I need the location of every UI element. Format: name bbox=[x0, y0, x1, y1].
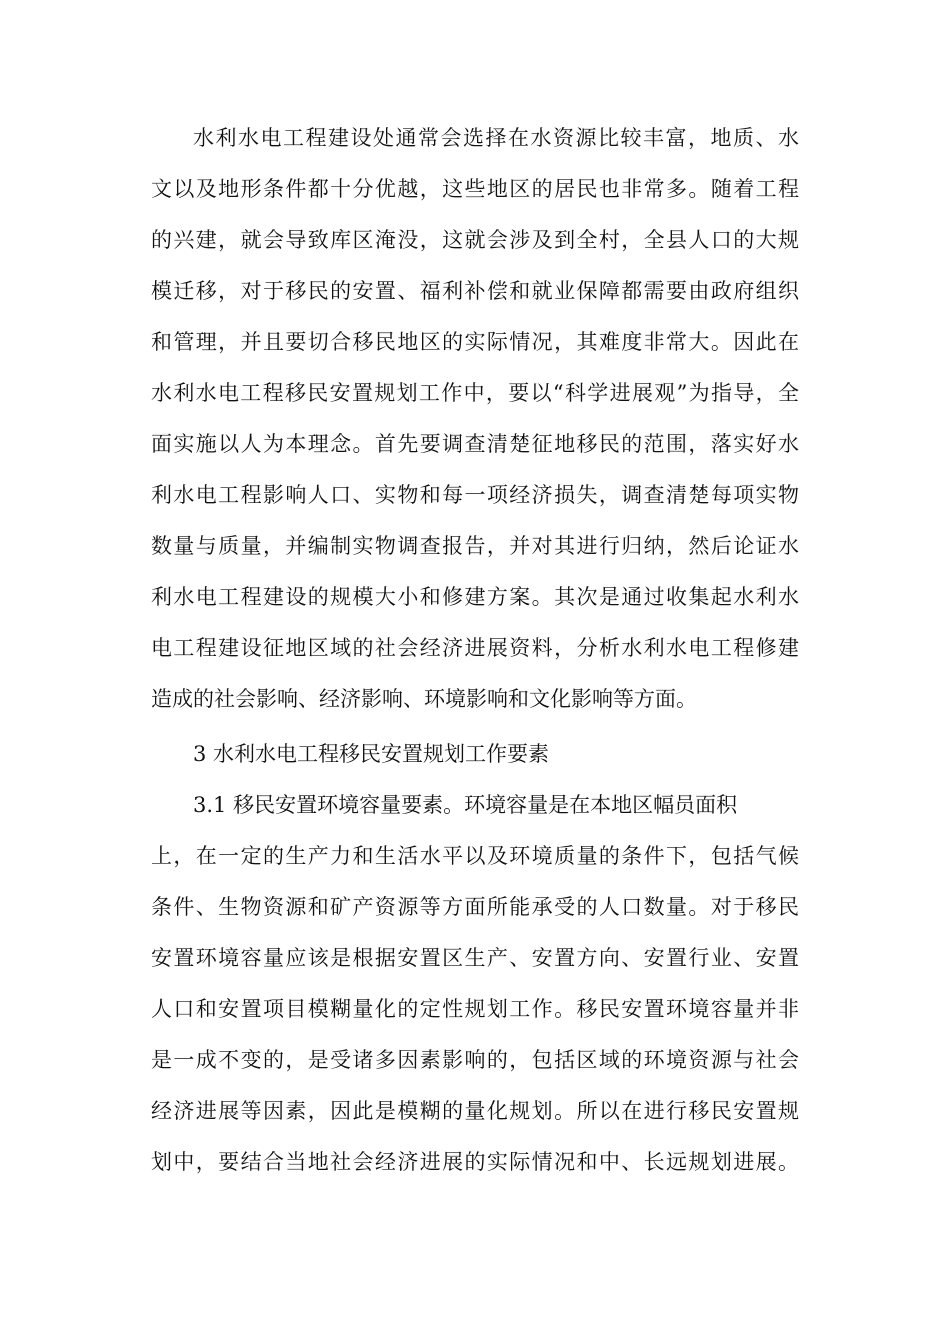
section-heading: 3 水利水电工程移民安置规划工作要素 bbox=[193, 742, 550, 766]
text-line: 3.1 移民安置环境容量要素。环境容量是在本地区幅员面积 bbox=[193, 793, 738, 817]
text-line: 经济进展等因素，因此是模糊的量化规划。所以在进行移民安置规 bbox=[151, 1099, 799, 1123]
text-line: 利水电工程影响人口、实物和每一项经济损失，调查清楚每项实物 bbox=[151, 483, 799, 507]
text-line: 是一成不变的，是受诸多因素影响的，包括区域的环境资源与社会 bbox=[151, 1048, 799, 1072]
text-line: 数量与质量，并编制实物调查报告，并对其进行归纳，然后论证水 bbox=[151, 534, 799, 558]
text-line: 文以及地形条件都十分优越，这些地区的居民也非常多。随着工程 bbox=[151, 177, 799, 201]
text-line: 面实施以人为本理念。首先要调查清楚征地移民的范围，落实好水 bbox=[151, 432, 799, 456]
text-line: 水利水电工程移民安置规划工作中，要以“科学进展观”为指导，全 bbox=[151, 381, 799, 405]
text-line: 和管理，并且要切合移民地区的实际情况，其难度非常大。因此在 bbox=[151, 330, 799, 354]
text-line: 人口和安置项目模糊量化的定性规划工作。移民安置环境容量并非 bbox=[151, 997, 799, 1021]
text-line: 模迁移，对于移民的安置、福利补偿和就业保障都需要由政府组织 bbox=[151, 279, 799, 303]
text-line: 利水电工程建设的规模大小和修建方案。其次是通过收集起水利水 bbox=[151, 585, 799, 609]
text-line: 上，在一定的生产力和生活水平以及环境质量的条件下，包括气候 bbox=[151, 844, 799, 868]
text-line: 水利水电工程建设处通常会选择在水资源比较丰富，地质、水 bbox=[193, 126, 799, 150]
text-line: 划中，要结合当地社会经济进展的实际情况和中、长远规划进展。 bbox=[151, 1150, 799, 1174]
text-line: 的兴建，就会导致库区淹没，这就会涉及到全村，全县人口的大规 bbox=[151, 228, 799, 252]
text-line: 安置环境容量应该是根据安置区生产、安置方向、安置行业、安置 bbox=[151, 946, 799, 970]
text-line: 条件、生物资源和矿产资源等方面所能承受的人口数量。对于移民 bbox=[151, 895, 799, 919]
text-line: 造成的社会影响、经济影响、环境影响和文化影响等方面。 bbox=[151, 687, 697, 711]
text-line: 电工程建设征地区域的社会经济进展资料，分析水利水电工程修建 bbox=[151, 636, 799, 660]
